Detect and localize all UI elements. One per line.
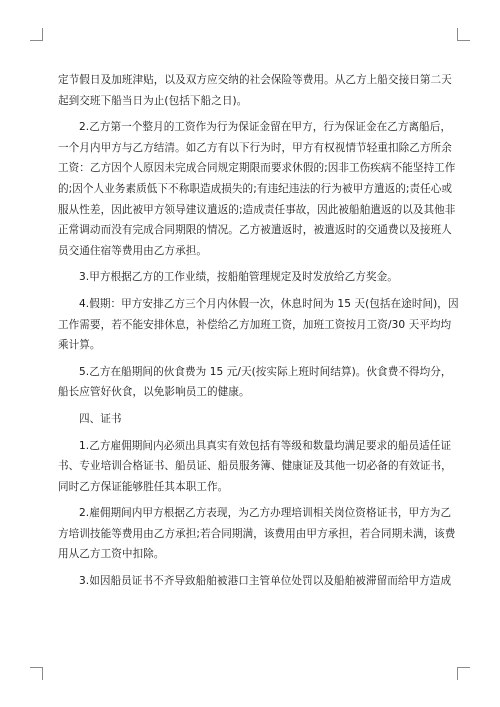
crop-mark-top-left [30,28,43,41]
text-line: 1.乙方雇佣期间内必须出具真实有效包括有等级和数量均满足要求的船员适任证 [79,439,452,452]
text-line: 用从乙方工资中扣除。 [58,548,165,561]
text-line: 2.雇佣期间内甲方根据乙方表现，为乙方办理培训相关岗位资格证书，甲方为乙 [79,507,452,520]
text-line: 员交通住宿等费用由乙方承担。 [58,244,208,257]
text-line: 乘计算。 [58,339,101,352]
text-line: 3.如因船员证书不齐导致船舶被港口主管单位处罚以及船舶被滞留而给甲方造成 [79,575,452,588]
crop-mark-top-right [457,28,470,41]
crop-mark-bottom-left [30,667,43,680]
text-line: 5.乙方在船期间的伙食费为 15 元/天(按实际上班时间结算)。伙食费不得均分， [79,365,452,378]
text-line: 船长应管好伙食，以免影响员工的健康。 [58,386,250,399]
text-line: 服从性差，因此被甲方领导建议遣返的;造成责任事故，因此被船舶遣返的以及其他非 [58,203,456,216]
text-line: 正常调动而没有完成合同期限的情况。乙方被遣返时，被遣返时的交通费以及接班人 [58,224,452,237]
crop-mark-bottom-right [457,667,470,680]
text-line: 定节假日及加班津贴，以及双方应交纳的社会保险等费用。从乙方上船交接日第二天 [58,74,452,86]
text-line: 一个月内甲方与乙方结清。如乙方有以下行为时，甲方有权视情节轻重扣除乙方所余 [58,141,452,154]
text-line: 3.甲方根据乙方的工作业绩，按船舶管理规定及时发放给乙方奖金。 [79,271,398,284]
text-line: 同时乙方保证能够胜任其本职工作。 [58,480,229,493]
text-line: 起到交班下船当日为止(包括下船之日)。 [58,94,248,107]
text-line: 方培训技能等费用由乙方承担;若合同期满，该费用由甲方承担，若合同期未满，该费 [58,527,456,540]
text-line: 的;因个人业务素质低下不称职造成损失的;有违纪违法的行为被甲方遣返的;责任心或 [58,182,453,195]
text-line: 2.乙方第一个整月的工资作为行为保证金留在甲方，行为保证金在乙方离船后， [79,121,452,134]
text-line: 工作需要，若不能安排休息，补偿给乙方加班工资，加班工资按月工资/30 天平均均 [58,318,452,331]
text-line: 4.假期：甲方安排乙方三个月内休假一次，休息时间为 15 天(包括在途时间)，因 [79,297,459,310]
text-line: 四、证书 [79,412,122,425]
document-body [58,70,459,592]
text-line: 工资：乙方因个人原因未完成合同规定期限而要求休假的;因非工伤疾病不能坚持工作 [58,162,456,175]
text-line: 书、专业培训合格证书、船员证、船员服务簿、健康证及其他一切必备的有效证书， [58,460,452,473]
